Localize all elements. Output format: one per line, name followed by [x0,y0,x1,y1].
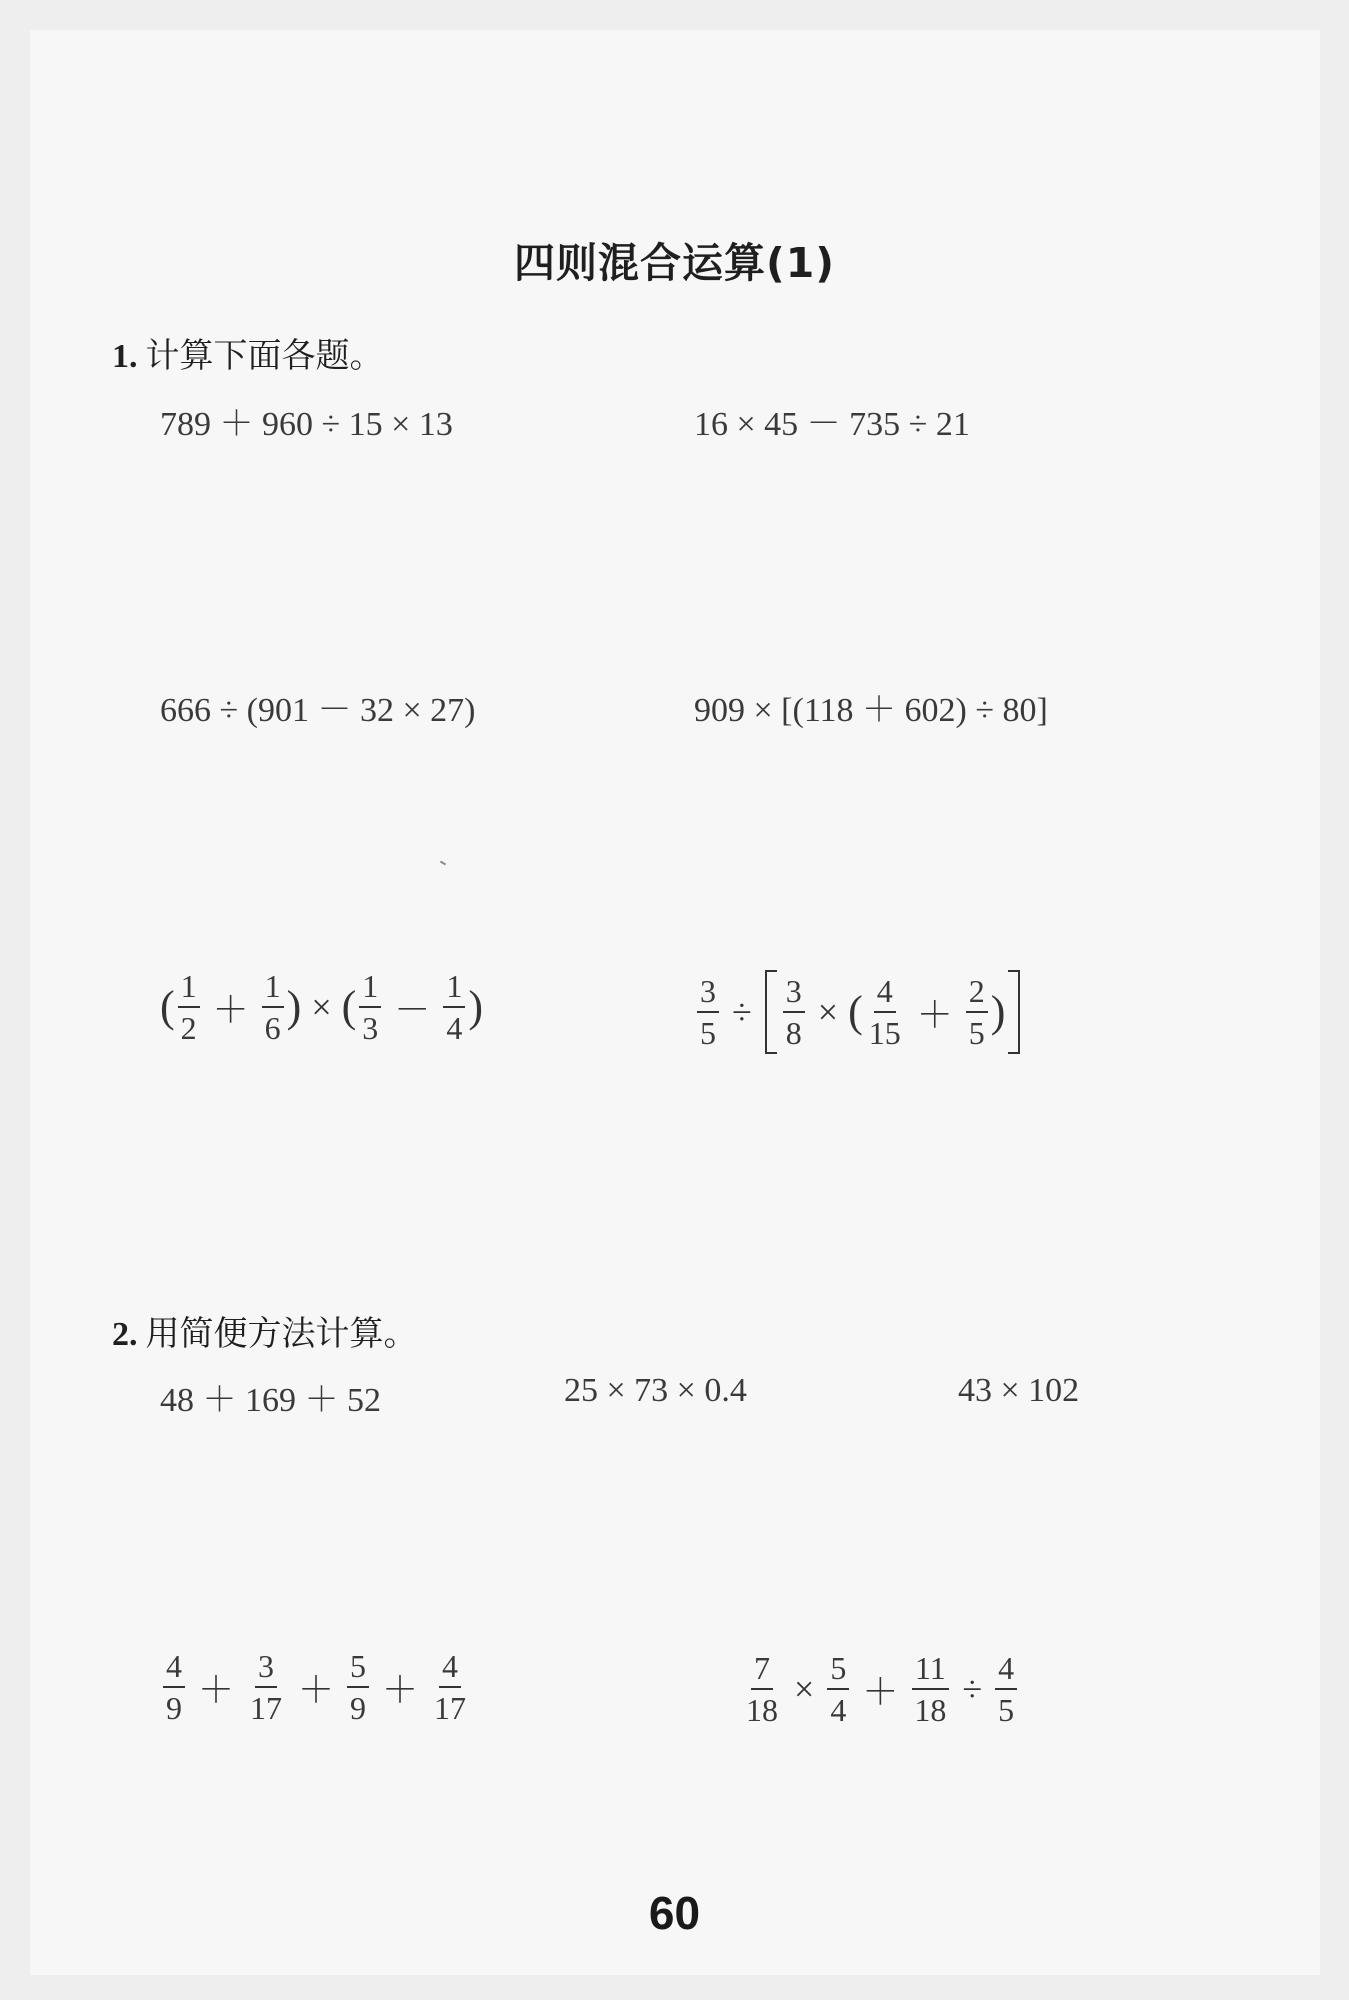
problem-1-5 [160,970,483,1044]
fraction: $\frac{5}{9}$ [347,1650,369,1724]
fraction: $\frac{4}{9}$ [163,1650,185,1724]
fraction: $\frac{3}{8}$ [783,975,805,1049]
fraction: $\frac{2}{5}$ [966,975,988,1049]
operator: ＋ [212,989,249,1030]
problem-2-2: 25 × 73 × 0.4 [564,1372,747,1409]
operator: ÷ [962,1669,983,1709]
problem-2-5 [740,1652,1020,1726]
problem-1-6 [694,970,1023,1054]
right-paren: ) [286,982,302,1031]
operator: ＋ [198,1669,235,1710]
fraction: $\frac{1}{4}$ [443,970,465,1044]
operator: ＋ [862,1671,899,1712]
left-paren: ( [848,987,863,1036]
section-2-number: 2. [112,1316,138,1353]
fraction: $\frac{3}{5}$ [697,975,719,1049]
problem-1-3: 666 ÷ (901 － 32 × 27) [160,692,476,729]
fraction: $\frac{4}{5}$ [995,1652,1017,1726]
page-number: 60 [648,1887,701,1939]
operator: ＋ [382,1669,419,1710]
operator: × [794,1669,815,1709]
section-1-heading [112,328,384,377]
section-2-label: 用简便方法计算。 [145,1314,418,1354]
problem-2-3: 43 × 102 [958,1372,1080,1409]
operator: × [311,987,332,1027]
left-bracket [765,970,777,1054]
problem-2-1: 48 ＋ 169 ＋ 52 [160,1382,381,1419]
fraction: $\frac{3}{17}$ [250,1648,283,1726]
page-title: 四则混合运算(1) [513,239,835,287]
fraction: $\frac{1}{6}$ [262,970,284,1044]
section-1-label: 计算下面各题。 [145,336,384,376]
fraction: $\frac{11}{18}$ [911,1652,949,1726]
problem-1-1: 789 ＋ 960 ÷ 15 × 13 [160,406,453,443]
right-paren: ) [468,982,483,1031]
operator: － [394,989,431,1030]
operator: × [817,992,839,1032]
fraction: $\frac{1}{3}$ [359,970,381,1044]
section-1-number: 1. [112,338,138,375]
fraction: $\frac{4}{15}$ [868,973,901,1051]
problem-1-2: 16 × 45 － 735 ÷ 21 [694,406,970,443]
left-paren: ( [160,982,175,1031]
operator: ＋ [916,994,953,1035]
problem-2-4 [160,1650,472,1724]
problem-1-4: 909 × [(118 ＋ 602) ÷ 80] [694,692,1048,729]
fraction: $\frac{7}{18}$ [746,1650,778,1728]
operator: ÷ [732,992,752,1032]
right-bracket [1008,970,1020,1054]
section-2-heading [112,1306,418,1355]
left-paren: ( [341,982,357,1031]
operator: ＋ [298,1669,335,1710]
right-paren: ) [990,987,1006,1036]
fraction: $\frac{1}{2}$ [178,970,200,1044]
fraction: $\frac{4}{17}$ [434,1648,467,1726]
fraction: $\frac{5}{4}$ [827,1652,849,1726]
